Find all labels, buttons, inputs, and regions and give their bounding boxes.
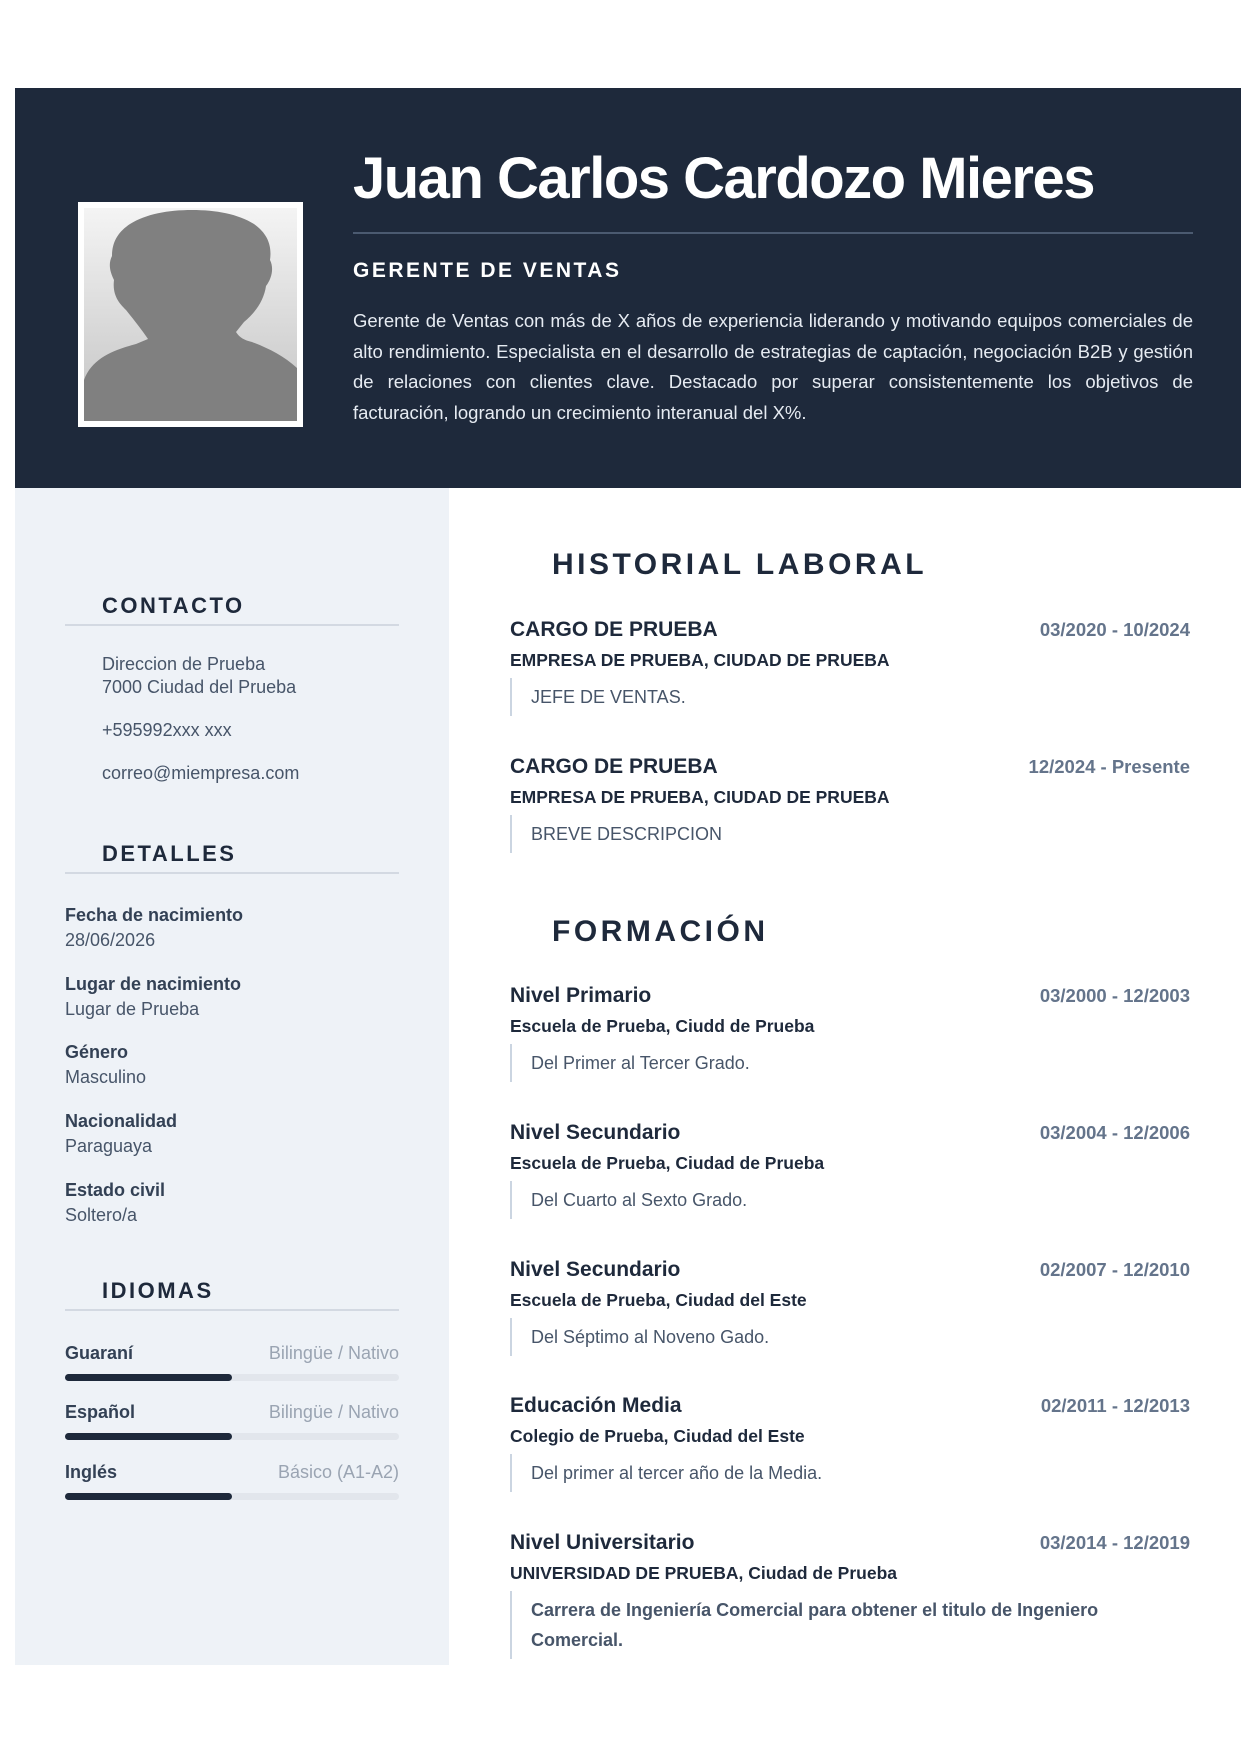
- detail-label-birthplace: Lugar de nacimiento: [65, 974, 242, 994]
- contact-heading: CONTACTO: [102, 593, 245, 618]
- detail-value-gender: Masculino: [65, 1067, 147, 1087]
- detail-value-marital-status: Soltero/a: [65, 1205, 138, 1225]
- entry-organization: Colegio de Prueba, Ciudad del Este: [510, 1426, 805, 1446]
- language-bar-fill: [65, 1374, 232, 1381]
- entry-description: JEFE DE VENTAS.: [510, 678, 1190, 716]
- entry-dates: 03/2004 - 12/2006: [1039, 1122, 1190, 1143]
- entry-dates: 12/2024 - Presente: [1028, 756, 1190, 777]
- entry-description: Del Primer al Tercer Grado.: [510, 1044, 1190, 1082]
- address-line-2: 7000 Ciudad del Prueba: [102, 677, 297, 697]
- entry-role: Nivel Secundario: [510, 1121, 681, 1144]
- entry-description: Carrera de Ingeniería Comercial para obtener el titulo de Ingeniero Comercial.: [510, 1591, 1190, 1659]
- entry-role: Nivel Universitario: [510, 1531, 695, 1554]
- language-bar-fill: [65, 1493, 232, 1500]
- details-divider: [65, 872, 399, 874]
- entry-role: Educación Media: [510, 1394, 682, 1417]
- full-name: Juan Carlos Cardozo Mieres: [353, 146, 1094, 211]
- sidebar: [15, 488, 449, 1665]
- entry-description: Del Cuarto al Sexto Grado.: [510, 1181, 1190, 1219]
- entry-description: Del primer al tercer año de la Media.: [510, 1454, 1190, 1492]
- main-content: [449, 488, 1241, 1665]
- language-row: [65, 1403, 399, 1443]
- detail-value-birthdate: 28/06/2026: [65, 930, 156, 950]
- entry-organization: EMPRESA DE PRUEBA, CIUDAD DE PRUEBA: [510, 650, 890, 670]
- profile-photo: [78, 202, 303, 427]
- resume-body: [15, 488, 1241, 1665]
- phone-number: +595992xxx xxx: [102, 720, 232, 740]
- detail-label-marital-status: Estado civil: [65, 1180, 166, 1200]
- language-level: Básico (A1-A2): [277, 1462, 399, 1482]
- entry-description: Del Séptimo al Noveno Gado.: [510, 1318, 1190, 1356]
- language-row: [65, 1344, 399, 1384]
- entry-role: Nivel Secundario: [510, 1258, 681, 1281]
- detail-value-birthplace: Lugar de Prueba: [65, 999, 200, 1019]
- entry-organization: Escuela de Prueba, Ciudd de Prueba: [510, 1016, 815, 1036]
- language-name: Inglés: [65, 1462, 118, 1482]
- language-name: Español: [65, 1402, 136, 1422]
- job-title: GERENTE DE VENTAS: [353, 259, 622, 282]
- entry-dates: 02/2007 - 12/2010: [1039, 1259, 1190, 1280]
- entry-role: CARGO DE PRUEBA: [510, 618, 718, 641]
- profile-summary: Gerente de Ventas con más de X años de experiencia liderando y motivando equipos comerciales de alto rendimiento. Especialista en el desarrollo de estrategias de captación, negociación B2B y gestión de relaciones con clientes clave. Destacado por superar consistentemente los objetivos de facturación, logrando un crecimiento interanual del X%.: [353, 310, 1193, 423]
- languages-heading: IDIOMAS: [102, 1278, 214, 1303]
- entry-organization: EMPRESA DE PRUEBA, CIUDAD DE PRUEBA: [510, 787, 890, 807]
- language-bar-fill: [65, 1433, 232, 1440]
- language-name: Guaraní: [65, 1343, 134, 1363]
- entry-dates: 03/2020 - 10/2024: [1039, 619, 1190, 640]
- language-bar-track: [65, 1493, 399, 1500]
- entry-role: CARGO DE PRUEBA: [510, 755, 718, 778]
- entry-organization: Escuela de Prueba, Ciudad de Prueba: [510, 1153, 825, 1173]
- entry-organization: UNIVERSIDAD DE PRUEBA, Ciudad de Prueba: [510, 1563, 897, 1583]
- details-heading: DETALLES: [102, 841, 237, 866]
- contact-divider: [65, 624, 399, 626]
- name-divider: [353, 232, 1193, 234]
- resume-page: [15, 88, 1241, 1665]
- detail-label-birthdate: Fecha de nacimiento: [65, 905, 244, 925]
- education-heading: FORMACIÓN: [552, 915, 769, 948]
- entry-role: Nivel Primario: [510, 984, 652, 1007]
- languages-divider: [65, 1309, 399, 1311]
- entry-dates: 03/2014 - 12/2019: [1039, 1532, 1190, 1553]
- address-line-1: Direccion de Prueba: [102, 654, 266, 674]
- language-level: Bilingüe / Nativo: [268, 1343, 399, 1363]
- resume-header: [15, 88, 1241, 488]
- language-bar-track: [65, 1433, 399, 1440]
- language-row: [65, 1463, 399, 1503]
- entry-dates: 02/2011 - 12/2013: [1040, 1395, 1190, 1416]
- avatar-placeholder-icon: [84, 208, 297, 421]
- language-level: Bilingüe / Nativo: [268, 1402, 399, 1422]
- email-link[interactable]: correo@miempresa.com: [102, 763, 300, 783]
- entry-dates: 03/2000 - 12/2003: [1039, 985, 1190, 1006]
- work-history-heading: HISTORIAL LABORAL: [552, 548, 928, 581]
- detail-label-nationality: Nacionalidad: [65, 1111, 178, 1131]
- entry-organization: Escuela de Prueba, Ciudad del Este: [510, 1290, 807, 1310]
- language-bar-track: [65, 1374, 399, 1381]
- entry-description: BREVE DESCRIPCION: [510, 815, 1190, 853]
- detail-value-nationality: Paraguaya: [65, 1136, 153, 1156]
- detail-label-gender: Género: [65, 1042, 129, 1062]
